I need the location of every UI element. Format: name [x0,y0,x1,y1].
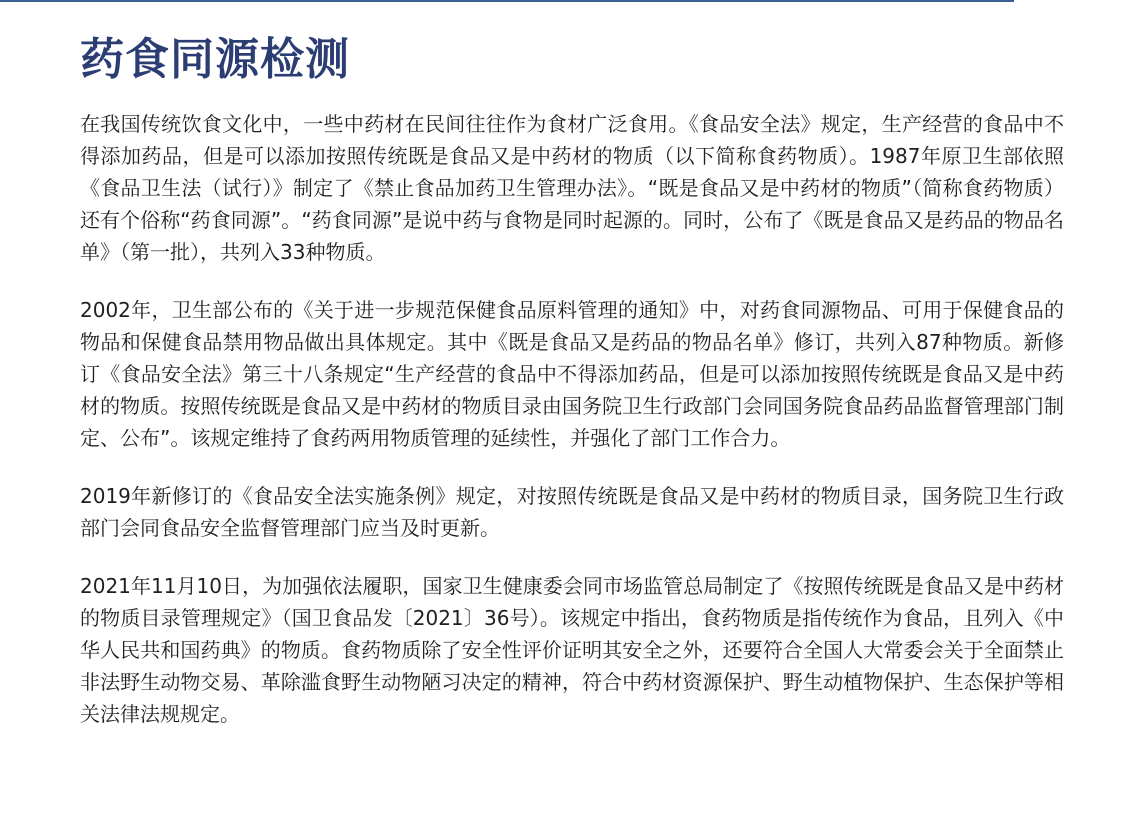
page-title: 药食同源检测 [80,34,350,85]
paragraph-history-2002: 2002年，卫生部公布的《关于进一步规范保健食品原料管理的通知》中，对药食同源物品、可用于保健食品的物品和保健食品禁用物品做出具体规定。其中《既是食品又是药品的物品名单》修订，共列入87种物质。新修订《食品安全法》第三十八条规定“生产经营的食品中不得添加药品，但是可以添加按照传统既是食品又是中药材的物质。按照传统既是食品又是中药材的物质目录由国务院卫生行政部门会同国务院食品药品监督管理部门制定、公布”。该规定维持了食药两用物质管理的延续性，并强化了部门工作合力。 [80,298,1064,450]
paragraph-history-2021: 2021年11月10日，为加强依法履职，国家卫生健康委会同市场监管总局制定了《按照传统既是食品又是中药材的物质目录管理规定》（国卫食品发〔2021〕36号）。该规定中指出，食药物质是指传统作为食品，且列入《中华人民共和国药典》的物质。食药物质除了安全性评价证明其安全之外，还要符合全国人大常委会关于全面禁止非法野生动物交易、革除滥食野生动物陋习决定的精神，符合中药材资源保护、野生动植物保护、生态保护等相关法律法规规定。 [80,574,1064,726]
paragraph-history-2019: 2019年新修订的《食品安全法实施条例》规定，对按照传统既是食品又是中药材的物质目录，国务院卫生行政部门会同食品安全监督管理部门应当及时更新。 [80,484,1064,540]
top-divider-line [0,0,1014,2]
paragraph-history-1987: 在我国传统饮食文化中，一些中药材在民间往往作为食材广泛食用。《食品安全法》规定，生产经营的食品中不得添加药品，但是可以添加按照传统既是食品又是中药材的物质（以下简称食药物质）。1987年原卫生部依照《食品卫生法（试行）》制定了《禁止食品加药卫生管理办法》。“既是食品又是中药材的物质”（简称食药物质）还有个俗称“药食同源”。“药食同源”是说中药与食物是同时起源的。同时，公布了《既是食品又是药品的物品名单》（第一批），共列入33种物质。 [80,112,1064,264]
article [80,30,1064,730]
